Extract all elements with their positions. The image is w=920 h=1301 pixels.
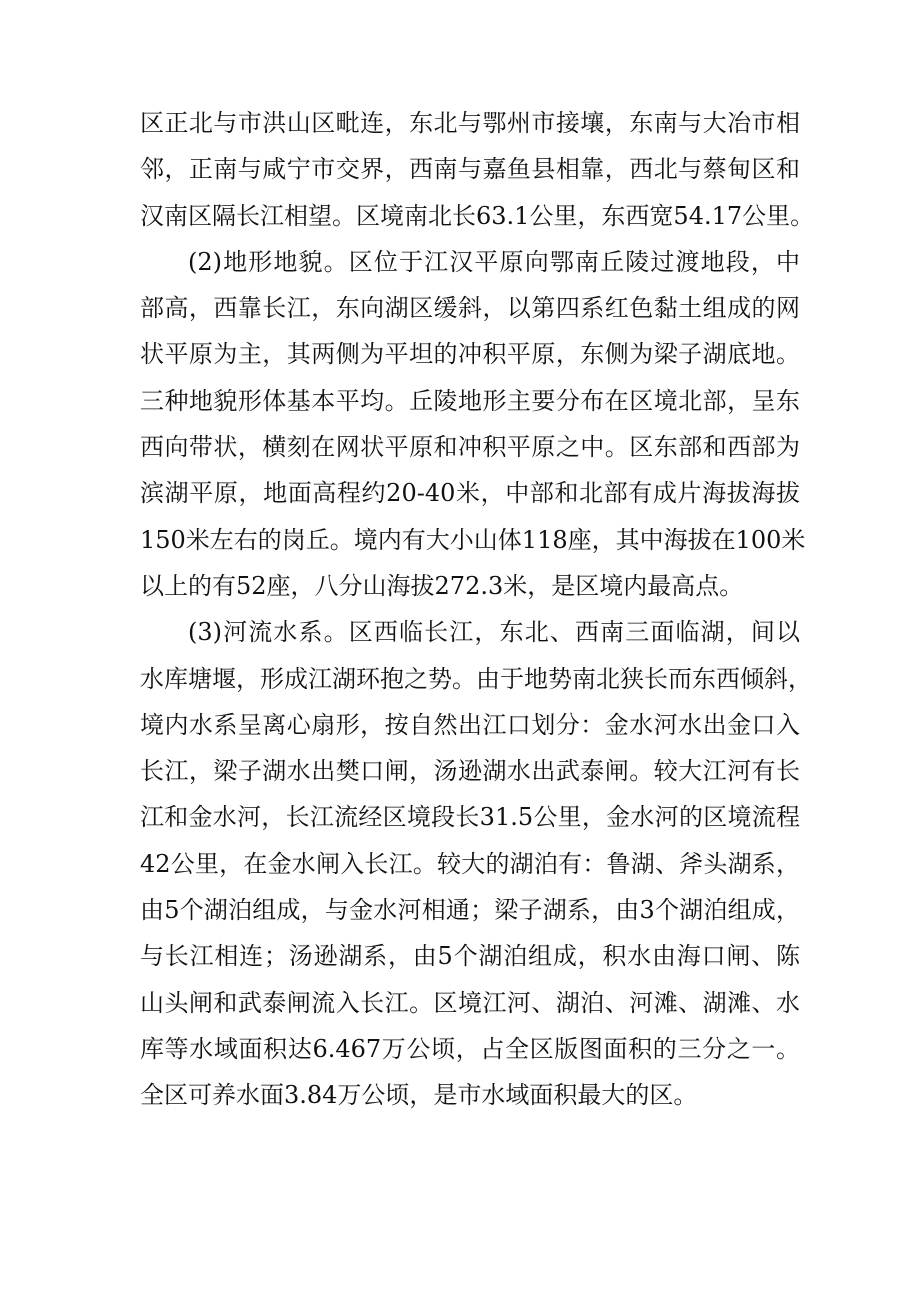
text-line: 三种地貌形体基本平均。丘陵地形主要分布在区境北部，呈东 (140, 386, 800, 415)
text-line: 汉南区隔长江相望。区境南北长63.1公里，东西宽54.17公里。 (140, 201, 815, 230)
text-line: 江和金水河，长江流经区境段长31.5公里，金水河的区境流程 (140, 803, 800, 832)
text-line: 150米左右的岗丘。境内有大小山体118座，其中海拔在100米 (140, 525, 806, 554)
text-line: 库等水域面积达6.467万公顷，占全区版图面积的三分之一。 (140, 1034, 800, 1063)
section-heading-terrain: (2)地形地貌。区位于江汉平原向鄂南丘陵过渡地段，中 (188, 247, 800, 276)
text-line: 区正北与市洪山区毗连，东北与鄂州市接壤，东南与大冶市相 (140, 109, 800, 137)
document-body (140, 100, 815, 1119)
section-heading-rivers: (3)河流水系。区西临长江，东北、西南三面临湖，间以 (188, 618, 800, 647)
text-line: 西向带状，横刻在网状平原和冲积平原之中。区东部和西部为 (140, 433, 800, 462)
text-line: 42公里，在金水闸入长江。较大的湖泊有：鲁湖、斧头湖系， (140, 849, 800, 878)
text-line: 状平原为主，其两侧为平坦的冲积平原，东侧为梁子湖底地。 (140, 340, 800, 369)
text-line: 与长江相连；汤逊湖系，由5个湖泊组成，积水由海口闸、陈 (140, 942, 800, 971)
text-line: 以上的有52座，八分山海拔272.3米，是区境内最高点。 (140, 571, 744, 600)
text-line: 水库塘堰，形成江湖环抱之势。由于地势南北狭长而东西倾斜， (140, 664, 812, 693)
text-line: 境内水系呈离心扇形，按自然出江口划分：金水河水出金口入 (140, 710, 800, 739)
text-line: 邻，正南与咸宁市交界，西南与嘉鱼县相靠，西北与蔡甸区和 (140, 155, 800, 184)
text-line: 滨湖平原，地面高程约20-40米，中部和北部有成片海拔海拔 (140, 479, 800, 508)
text-line: 全区可养水面3.84万公顷，是市水域面积最大的区。 (140, 1081, 698, 1110)
text-line: 部高，西靠长江，东向湖区缓斜，以第四系红色黏土组成的网 (140, 294, 800, 323)
text-line: 山头闸和武泰闸流入长江。区境江河、湖泊、河滩、湖滩、水 (140, 988, 800, 1017)
text-line: 长江，梁子湖水出樊口闸，汤逊湖水出武泰闸。较大江河有长 (140, 757, 800, 786)
text-line: 由5个湖泊组成，与金水河相通；梁子湖系，由3个湖泊组成， (140, 896, 800, 925)
